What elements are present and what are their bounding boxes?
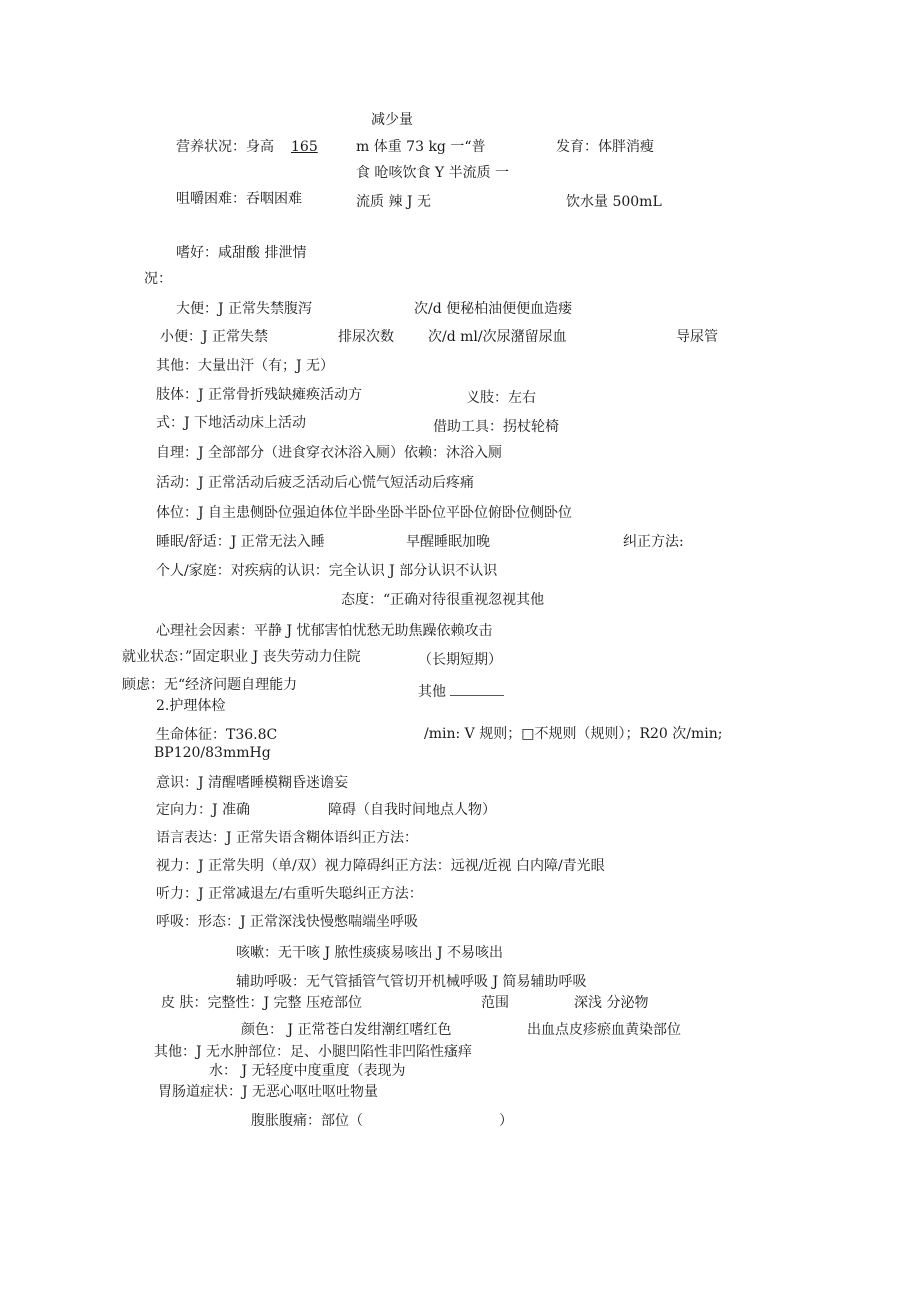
edema-field: 其他：J 无水肿部位：足、小腿凹陷性非凹陷性瘙痒 bbox=[154, 1044, 473, 1060]
consciousness-field: 意识：J 清醒嗜睡模糊昏迷谵妄 bbox=[156, 775, 349, 791]
employment-term: （长期短期） bbox=[418, 652, 502, 668]
attitude-field: 态度：“正确对待很重视忽视其他 bbox=[341, 592, 545, 608]
urine-times: 排尿次数 bbox=[338, 329, 394, 345]
cough-field: 咳嗽：无干咳 J 脓性痰痰易咳出 J 不易咳出 bbox=[236, 945, 504, 961]
stool-times: 次/d 便秘柏油便便血造瘘 bbox=[414, 301, 573, 317]
reduce-amount: 减少量 bbox=[371, 112, 413, 128]
psych-factors: 心理社会因素：平静 J 忧郁害怕忧愁无助焦躁依赖攻击 bbox=[156, 623, 493, 639]
selfcare-field: 自理：J 全部部分（进食穿衣沐浴入厕）依赖：沐浴入厕 bbox=[156, 445, 503, 461]
sweat-field: 其他：大量出汗（有；J 无） bbox=[156, 358, 335, 374]
family-field: 个人/家庭：对疾病的认识：完全认识 J 部分认识不认识 bbox=[156, 563, 498, 579]
aid-tools: 借助工具：拐杖轮椅 bbox=[433, 419, 559, 435]
diet-line: 食 呛咳饮食 Y 半流质 一 bbox=[356, 165, 510, 181]
hearing-field: 听力：J 正常减退左/右重听失聪纠正方法： bbox=[156, 886, 423, 902]
development-field: 发育：体胖消瘦 bbox=[556, 139, 654, 155]
concern-other-blank bbox=[450, 681, 504, 696]
concern-other bbox=[418, 681, 504, 701]
skin-color: 颜色： J 正常苍白发绀潮红嗜红色 bbox=[241, 1022, 452, 1038]
catheter: 导尿管 bbox=[676, 329, 718, 345]
vision-field: 视力：J 正常失明（单/双）视力障碍纠正方法：远视/近视 白内障/青光眼 bbox=[156, 858, 605, 874]
hobby-field: 嗜好：咸甜酸 排泄情 bbox=[176, 245, 307, 261]
assist-breath-field: 辅助呼吸：无气管插管气管切开机械呼吸 J 简易辅助呼吸 bbox=[236, 974, 587, 990]
water-intake: 饮水量 500mL bbox=[566, 194, 662, 210]
urine-detail: 次/d ml/次尿潴留尿血 bbox=[428, 329, 567, 345]
speech-field: 语言表达：J 正常失语含糊体语纠正方法： bbox=[156, 830, 419, 846]
vitals-cont: /min: V 规则；□不规则（规则）；R20 次/min; bbox=[424, 726, 723, 742]
nutrition-label: 营养状况：身高 bbox=[176, 139, 274, 155]
chewing-field: 咀嚼困难：吞咽困难 bbox=[176, 191, 302, 207]
skin-field: 皮 肤：完整性：J 完整 压疮部位 bbox=[161, 995, 362, 1011]
sleep-field: 睡眠/舒适：J 正常无法入睡 bbox=[156, 534, 325, 550]
weight-value: m 体重 73 kg 一“普 bbox=[356, 139, 486, 155]
skin-depth: 深浅 分泌物 bbox=[574, 995, 649, 1011]
edema-severity: 水： J 无轻度中度重度（表现为 bbox=[209, 1063, 406, 1079]
exam-heading: 2.护理体检 bbox=[156, 698, 226, 714]
hobby-cont: 况： bbox=[144, 271, 172, 287]
orientation-field: 定向力：J 准确 bbox=[156, 802, 251, 818]
position-field: 体位：J 自主患侧卧位强迫体位半卧坐卧半卧位平卧位俯卧位侧卧位 bbox=[156, 505, 573, 521]
skin-bleeding: 出血点皮疹瘀血黄染部位 bbox=[527, 1022, 681, 1038]
sleep-early: 早醒睡眠加晚 bbox=[406, 534, 490, 550]
limb-field: 肢体：J 正常骨折残缺瘫痪活动方 bbox=[156, 387, 363, 403]
stool-field: 大便：J 正常失禁腹泻 bbox=[176, 301, 313, 317]
sleep-correction: 纠正方法: bbox=[623, 534, 684, 550]
gi-symptoms: 胃肠道症状：J 无恶心呕吐呕吐物量 bbox=[158, 1084, 379, 1100]
liquid-field: 流质 辣 J 无 bbox=[356, 194, 431, 210]
skin-range: 范围 bbox=[481, 995, 509, 1011]
blood-pressure: BP120/83mmHg bbox=[154, 745, 271, 761]
activity-field: 活动：J 正常活动后疲乏活动后心慌气短活动后疼痛 bbox=[156, 475, 475, 491]
activity-mode: 式：J 下地活动床上活动 bbox=[156, 415, 307, 431]
vitals-field: 生命体征：T36.8C bbox=[156, 727, 278, 743]
height-value: 165 bbox=[291, 139, 318, 155]
concern-field: 顾虑：无“经济问题自理能力 bbox=[122, 677, 298, 693]
concern-other-label: 其他 bbox=[418, 684, 446, 700]
orientation-impaired: 障碍（自我时间地点人物） bbox=[328, 802, 496, 818]
urine-field: 小便：J 正常失禁 bbox=[160, 329, 269, 345]
abdomen-field bbox=[251, 1112, 513, 1130]
breath-field: 呼吸：形态：J 正常深浅快慢憋喘端坐呼吸 bbox=[156, 914, 419, 930]
abdomen-close: ） bbox=[499, 1113, 513, 1129]
abdomen-label: 腹胀腹痛：部位（ bbox=[251, 1113, 363, 1129]
prosthesis-field: 义肢：左右 bbox=[466, 390, 536, 406]
employment-field: 就业状态：”固定职业 J 丧失劳动力住院 bbox=[122, 649, 361, 665]
